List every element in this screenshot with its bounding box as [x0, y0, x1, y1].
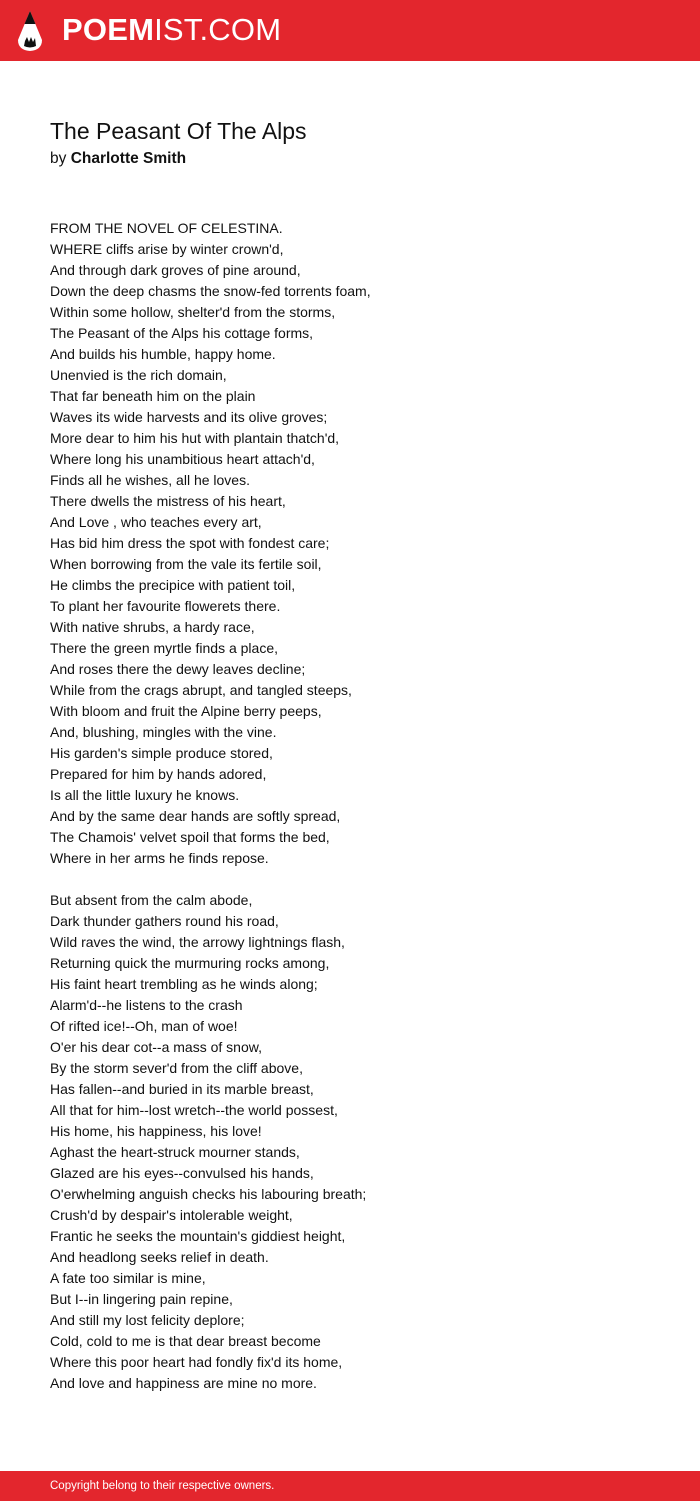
poem-line: Where long his unambitious heart attach'd, [50, 451, 315, 467]
poem-line: When borrowing from the vale its fertile soil, [50, 556, 322, 572]
poem-line: To plant her favourite flowerets there. [50, 598, 281, 614]
copyright-text: Copyright belong to their respective owners. [50, 1480, 275, 1492]
poem-line: And love and happiness are mine no more. [50, 1375, 317, 1391]
poem-line: Is all the little luxury he knows. [50, 787, 240, 803]
poem-line: His garden's simple produce stored, [50, 745, 273, 761]
poem-line: Returning quick the murmuring rocks among, [50, 955, 330, 971]
poem-line: Down the deep chasms the snow-fed torrents foam, [50, 283, 371, 299]
poem-line: And roses there the dewy leaves decline; [50, 661, 306, 677]
poem-line: His home, his happiness, his love! [50, 1123, 262, 1139]
by-label: by [50, 150, 67, 167]
poem-line: By the storm sever'd from the cliff above, [50, 1060, 303, 1076]
poem-line: And Love , who teaches every art, [50, 514, 262, 530]
poem-line: And, blushing, mingles with the vine. [50, 724, 277, 740]
brand-light: IST.COM [154, 12, 282, 47]
poem-line: Glazed are his eyes--convulsed his hands, [50, 1165, 314, 1181]
poem-line: He climbs the precipice with patient toil, [50, 577, 296, 593]
poem-line: Cold, cold to me is that dear breast become [50, 1333, 321, 1349]
poem-line: Frantic he seeks the mountain's giddiest height, [50, 1228, 346, 1244]
poem-line: Prepared for him by hands adored, [50, 766, 267, 782]
pencil-tip-icon[interactable] [16, 10, 44, 52]
site-logo-text[interactable] [62, 10, 281, 50]
poem-line: His faint heart trembling as he winds along; [50, 976, 318, 992]
poem-line: While from the crags abrupt, and tangled steeps, [50, 682, 352, 698]
poem-line: All that for him--lost wretch--the world possest, [50, 1102, 338, 1118]
poem-byline [50, 149, 186, 169]
poem-line: Aghast the heart-struck mourner stands, [50, 1144, 300, 1160]
poem-line: And by the same dear hands are softly spread, [50, 808, 341, 824]
poem-line: Wild raves the wind, the arrowy lightnings flash, [50, 934, 345, 950]
poem-line: Unenvied is the rich domain, [50, 367, 227, 383]
poem-body [50, 218, 670, 1394]
brand-bold: POEM [62, 12, 155, 47]
poem-line: Alarm'd--he listens to the crash [50, 997, 243, 1013]
poem-line: Of rifted ice!--Oh, man of woe! [50, 1018, 238, 1034]
poem-line: Where in her arms he finds repose. [50, 850, 269, 866]
poem-line: WHERE cliffs arise by winter crown'd, [50, 241, 284, 257]
poem-line: And still my lost felicity deplore; [50, 1312, 245, 1328]
poem-line: Where this poor heart had fondly fix'd its home, [50, 1354, 343, 1370]
stanza [50, 890, 670, 1394]
poem-line: Has bid him dress the spot with fondest care; [50, 535, 330, 551]
poem-line: The Peasant of the Alps his cottage forms, [50, 325, 314, 341]
poem-line: Dark thunder gathers round his road, [50, 913, 279, 929]
poem-line: That far beneath him on the plain [50, 388, 256, 404]
poem-line: O'er his dear cot--a mass of snow, [50, 1039, 262, 1055]
poem-line: A fate too similar is mine, [50, 1270, 206, 1286]
poem-line: And builds his humble, happy home. [50, 346, 276, 362]
poem-line: The Chamois' velvet spoil that forms the bed, [50, 829, 330, 845]
poem-line: With native shrubs, a hardy race, [50, 619, 255, 635]
poem-line: And headlong seeks relief in death. [50, 1249, 269, 1265]
poem-line: FROM THE NOVEL OF CELESTINA. [50, 220, 283, 236]
poem-line: But absent from the calm abode, [50, 892, 253, 908]
poem-line: And through dark groves of pine around, [50, 262, 301, 278]
poem-line: O'erwhelming anguish checks his labouring breath; [50, 1186, 367, 1202]
poem-line: With bloom and fruit the Alpine berry peeps, [50, 703, 322, 719]
poem-line: Has fallen--and buried in its marble breast, [50, 1081, 314, 1097]
poem-line: There dwells the mistress of his heart, [50, 493, 286, 509]
site-footer [0, 1471, 700, 1501]
poem-title: The Peasant Of The Alps [50, 118, 307, 144]
poem-line: Waves its wide harvests and its olive groves; [50, 409, 328, 425]
site-header [0, 0, 700, 61]
stanza-break [50, 869, 670, 890]
poem-line: More dear to him his hut with plantain thatch'd, [50, 430, 340, 446]
poem-line: There the green myrtle finds a place, [50, 640, 279, 656]
poem-line: Within some hollow, shelter'd from the storms, [50, 304, 336, 320]
poem-line: But I--in lingering pain repine, [50, 1291, 233, 1307]
author-name: Charlotte Smith [70, 150, 187, 167]
poem-line: Finds all he wishes, all he loves. [50, 472, 250, 488]
stanza [50, 218, 670, 869]
poem-line: Crush'd by despair's intolerable weight, [50, 1207, 293, 1223]
